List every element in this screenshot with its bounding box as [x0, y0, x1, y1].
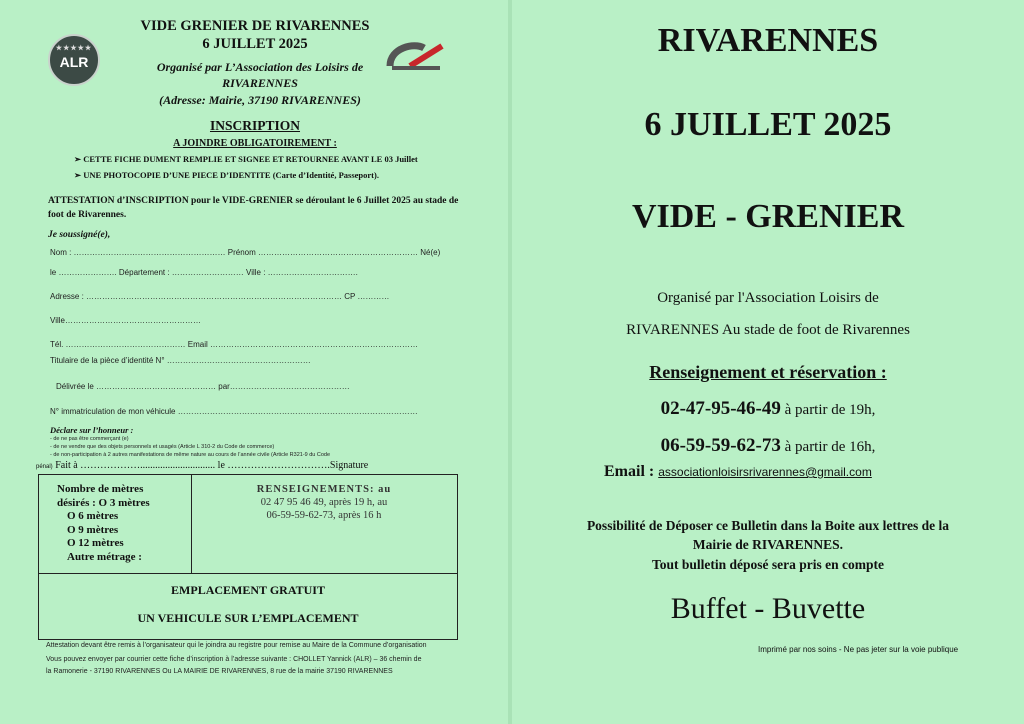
metres-option-3[interactable]: désirés : O 3 mètres	[57, 496, 150, 509]
organizer-line-3: (Adresse: Mairie, 37190 RIVARENNES)	[159, 93, 361, 107]
depot-line: Mairie de RIVARENNES.	[692, 537, 844, 552]
organizer-line-1: Organisé par L’Association des Loisirs de	[156, 60, 364, 74]
attestation-text: ATTESTATION d’INSCRIPTION pour le VIDE-GRENIER se déroulant le 6 Juillet 2025 au stade de foot de Rivarennes.	[48, 196, 459, 220]
phone-number-2[interactable]: 06-59-59-62-73	[660, 435, 781, 456]
field-adresse[interactable]: Adresse : …………………………………………………………………………………… CP …………	[50, 292, 390, 301]
requirement-bullet: ➢ CETTE FICHE DUMENT REMPLIE ET SIGNEE ET RETOURNEE AVANT LE 03 Juillet	[74, 154, 418, 164]
inscription-heading: INSCRIPTION	[209, 118, 301, 133]
footer-line: la Ramonerie - 37190 RIVARENNES Ou LA MAIRIE DE RIVARENNES, 8 rue de la mairie 37190 RIVARENNES	[46, 668, 393, 675]
poster-organizer-2: RIVARENNES Au stade de foot de Rivarennes	[626, 322, 910, 338]
field-tel-email[interactable]: Tél. ……………………………………… Email ……………………………………………………………………	[50, 340, 419, 349]
requirement-bullet: ➢ UNE PHOTOCOPIE D’UNE PIECE D’IDENTITE (Carte d’Identité, Passeport).	[74, 170, 379, 180]
metres-option-6[interactable]: O 6 mètres	[67, 510, 119, 522]
metres-option-12[interactable]: O 12 mètres	[67, 537, 124, 549]
phone-line-2	[512, 435, 1024, 457]
footer-line: Vous pouvez envoyer par courrier cette fiche d’inscription à l’adresse suivante : CHOLLET Yannick (ALR) – 36 chemin de	[46, 656, 422, 663]
alr-logo-text: ALR	[59, 54, 89, 70]
renseignements-line: 06-59-59-62-73, après 16 h	[266, 510, 382, 521]
phone-note-1: à partir de 19h,	[780, 402, 876, 418]
depot-line: Possibilité de Déposer ce Bulletin dans la Boite aux lettres de la	[586, 518, 950, 533]
declare-heading: Déclare sur l’honneur :	[50, 425, 134, 435]
renseignements-block	[191, 483, 457, 522]
alr-logo-icon: ★★★★★ ALR	[48, 34, 100, 86]
renseignements-heading: RENSEIGNEMENTS: au	[256, 484, 392, 495]
vehicule-emplacement: UN VEHICULE SUR L’EMPLACEMENT	[137, 611, 359, 625]
poster-organizer-1: Organisé par l'Association Loisirs de	[657, 290, 879, 306]
metres-other[interactable]: Autre métrage :	[67, 550, 142, 563]
phone-note-2: à partir de 16h,	[780, 439, 876, 455]
form-date: 6 JUILLET 2025	[202, 36, 308, 52]
poster-event: VIDE - GRENIER	[631, 198, 905, 235]
email-label: Email :	[604, 463, 655, 480]
box-divider	[39, 573, 457, 574]
a-joindre-heading: A JOINDRE OBLIGATOIREMENT :	[173, 138, 337, 149]
metres-options	[57, 483, 150, 564]
phone-number-1[interactable]: 02-47-95-46-49	[660, 398, 781, 419]
printed-notice: Imprimé par nos soins - Ne pas jeter sur la voie publique	[758, 645, 959, 654]
field-nom-prenom[interactable]: Nom : ………………………………………………… Prénom …………………………………………………… Né(e)	[50, 248, 441, 257]
poster-town: RIVARENNES	[657, 22, 879, 59]
reservation-box	[38, 474, 458, 640]
email-line	[604, 463, 872, 481]
renseignements-line: 02 47 95 46 49, après 19 h, au	[260, 497, 388, 508]
field-ville[interactable]: Ville……………………………………………	[50, 316, 201, 325]
renseignement-heading: Renseignement et réservation :	[649, 362, 887, 382]
soussigne-label: Je soussigné(e),	[48, 230, 111, 240]
declare-line: - de ne vendre que des objets personnels et usagés (Article L 310-2 du Code de commerce)	[50, 444, 275, 450]
metres-option-9[interactable]: O 9 mètres	[67, 523, 119, 536]
poster-date: 6 JUILLET 2025	[644, 106, 892, 143]
fait-a-line: Fait à ……………….............................. le ………………………….Signature	[55, 460, 369, 471]
declare-line: - de non-participation à 2 autres manifestations de même nature au cours de l’année civile (Article R321-9 du Code	[50, 452, 331, 458]
footer-line: Attestation devant être remis à l’organisateur qui le joindra au registre pour remise au Maire de la Commune d’organisation	[46, 642, 427, 649]
depot-line: Tout bulletin déposé sera pris en compte	[651, 557, 884, 572]
field-delivree[interactable]: Délivrée le ……………………………………… par………………………………………	[56, 382, 350, 391]
metres-label: Nombre de mètres	[57, 483, 144, 495]
form-title: VIDE GRENIER DE RIVARENNES	[140, 18, 370, 34]
declare-line: - de ne pas être commerçant (e)	[50, 436, 129, 442]
field-piece-identite[interactable]: Titulaire de la pièce d’identité N° ………………………………………………	[50, 356, 311, 365]
organizer-line-2: RIVARENNES	[222, 76, 298, 90]
fait-a-signature[interactable]	[36, 460, 368, 471]
phone-line-1	[512, 398, 1024, 420]
email-link[interactable]: associationloisirsrivarennes@gmail.com	[658, 465, 872, 479]
buffet-buvette: Buffet - Buvette	[670, 592, 866, 625]
field-naissance[interactable]: le …………………. Département : ……………………… Ville : …………………………….	[50, 268, 358, 277]
field-immatriculation[interactable]: N° immatriculation de mon véhicule ………………………………………………………………………………	[50, 407, 418, 416]
emplacement-gratuit: EMPLACEMENT GRATUIT	[171, 583, 325, 597]
penal-label: pénal)	[36, 464, 53, 470]
